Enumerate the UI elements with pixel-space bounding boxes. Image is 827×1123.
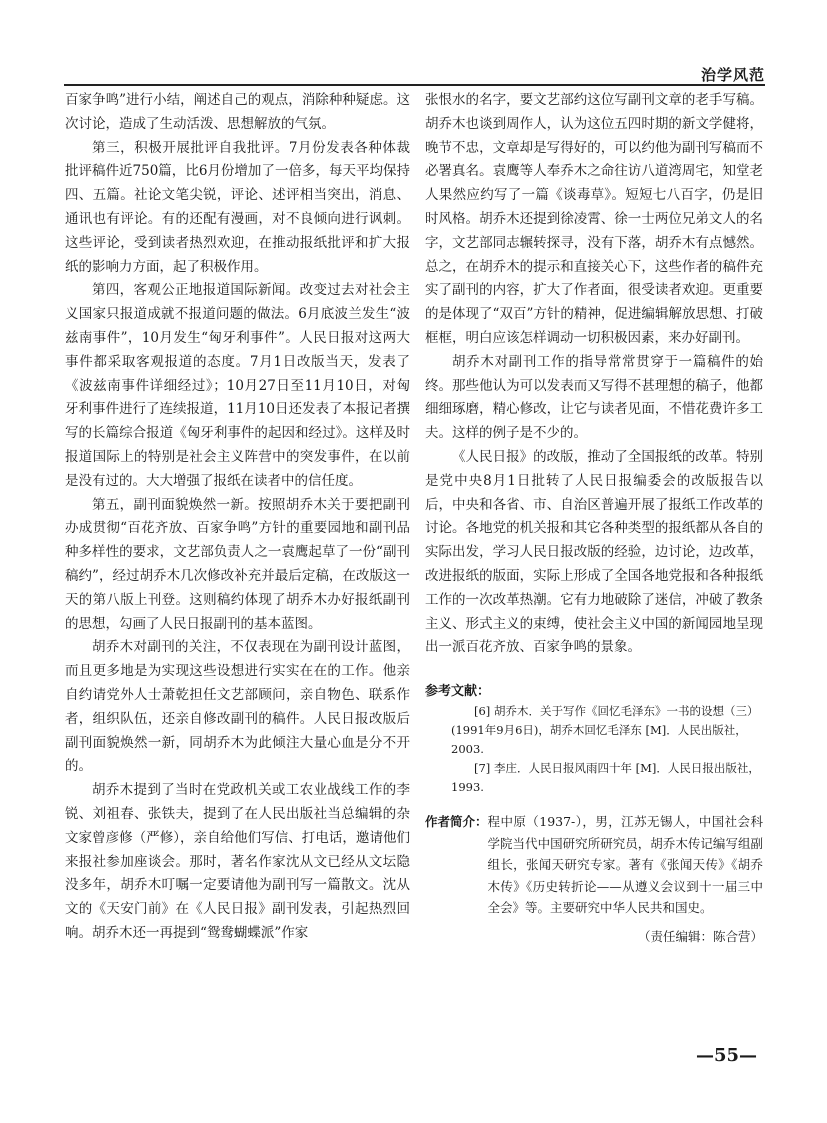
right-column [425, 89, 763, 948]
paragraph: 张恨水的名字，要文艺部约这位写副刊文章的老手写稿。胡乔木也谈到周作人，认为这位五四时期的新文学健将，晚节不忠，文章却是写得好的，可以约他为副刊写稿而不必署真名。袁鹰等人奉乔木之命往访八道湾周宅，知堂老人果然应约写了一篇《谈毒草》。短短七八百字，仍是旧时风格。胡乔木还提到徐凌霄、徐一士两位兄弟文人的名字，文艺部同志辗转探寻，没有下落，胡乔木有点憾然。总之，在胡乔木的提示和直接关心下，这些作者的稿件充实了副刊的内容，扩大了作者面，很受读者欢迎。更重要的是体现了“双百”方针的精神，促进编辑解放思想、打破框框，明白应该怎样调动一切积极因素，来办好副刊。 [425, 92, 763, 346]
paragraph: 第五，副刊面貌焕然一新。按照胡乔木关于要把副刊办成贯彻“百花齐放、百家争鸣”方针的重要园地和副刊品种多样性的要求，文艺部负责人之一袁鹰起草了一份“副刊稿约”，经过胡乔木几次修改补充并最后定稿，在改版这一天的第八版上刊登。这则稿约体现了胡乔木办好报纸副刊的思想，勾画了人民日报副刊的基本蓝图。 [65, 496, 410, 632]
paragraph: 第三，积极开展批评自我批评。7月份发表各种体裁批评稿件近750篇，比6月份增加了一倍多，每天平均保持四、五篇。社论文笔尖锐，评论、述评相当突出，消息、通讯也有评论。有的还配有漫画，对不良倾向进行讽刺。这些评论，受到读者热烈欢迎，在推动报纸批评和扩大报纸的影响力方面，起了积极作用。 [65, 139, 410, 275]
responsible-editor: （责任编辑：陈合营） [637, 928, 763, 944]
paragraph: 胡乔木对副刊的关注，不仅表现在为副刊设计蓝图，而且更多地是为实现这些设想进行实实在在的工作。他亲自约请党外人士萧乾担任文艺部顾问，亲自物色、联系作者，组织队伍，还亲自修改副刊的稿件。人民日报改版后副刊面貌焕然一新，同胡乔木为此倾注大量心血是分不开的。 [65, 639, 410, 775]
author-bio [425, 811, 763, 919]
paragraph: 胡乔木提到了当时在党政机关或工农业战线工作的李锐、刘祖春、张铁夫，提到了在人民出版社当总编辑的杂文家曾彦修（严修），亲自给他们写信、打电话，邀请他们来报社参加座谈会。那时，著名作家沈从文已经从文坛隐没多年，胡乔木叮嘱一定要请他为副刊写一篇散文。沈从文的《天安门前》在《人民日报》副刊发表，引起热烈回响。胡乔木还一再提到“鸳鸯蝴蝶派”作家 [65, 782, 410, 941]
section-title: 治学风范 [700, 66, 765, 84]
paragraph: 第四，客观公正地报道国际新闻。改变过去对社会主义国家只报道成就不报道问题的做法。6月底波兰发生“波兹南事件”，10月发生“匈牙利事件”。人民日报对这两大事件都采取客观报道的态度。7月1日改版当天，发表了《波兹南事件详细经过》；10月27日至11月10日，对匈牙利事件进行了连续报道，11月10日还发表了本报记者撰写的长篇综合报道《匈牙利事件的起因和经过》。这样及时报道国际上的特别是社会主义阵营中的突发事件，在以前是没有过的。大大增强了报纸在读者中的信任度。 [65, 282, 410, 489]
author-bio-label: 作者简介： [425, 814, 488, 830]
left-column [65, 89, 410, 946]
reference-item: [7] 李庄．人民日报风雨四十年 [M]．人民日报出版社，1993. [451, 761, 760, 795]
reference-item: [6] 胡乔木．关于写作《回忆毛泽东》一书的设想（三）(1991年9月6日)，胡乔木回忆毛泽东 [M]．人民出版社，2003. [451, 704, 759, 757]
paragraph: 《人民日报》的改版，推动了全国报纸的改革。特别是党中央8月1日批转了人民日报编委会的改版报告以后，中央和各省、市、自治区普遍开展了报纸工作改革的讨论。各地党的机关报和其它各种类型的报纸都从各自的实际出发，学习人民日报改版的经验，边讨论，边改革，改进报纸的版面，实际上形成了全国各地党报和各种报纸工作的一次改革热潮。它有力地破除了迷信，冲破了教条主义、形式主义的束缚，使社会主义中国的新闻园地呈现出一派百花齐放、百家争鸣的景象。 [425, 448, 763, 656]
paragraph: 百家争鸣”进行小结，阐述自己的观点，消除种种疑虑。这次讨论，造成了生动活泼、思想解放的气氛。 [65, 92, 410, 132]
header-rule [64, 84, 765, 86]
references-heading: 参考文献： [425, 684, 491, 700]
paragraph: 胡乔木对副刊工作的指导常常贯穿于一篇稿件的始终。那些他认为可以发表而又写得不甚理想的稿子，他都细细琢磨，精心修改，让它与读者见面，不惜花费许多工夫。这样的例子是不少的。 [425, 353, 763, 442]
page-number: —55— [695, 1045, 757, 1066]
author-bio-text: 程中原（1937-），男，江苏无锡人，中国社会科学院当代中国研究所研究员，胡乔木传记编写组副组长，张闻天研究专家。著有《张闻天传》《胡乔木传》《历史转折论——从遵义会议到十一届三中全会》等。主要研究中华人民共和国史。 [487, 814, 763, 916]
